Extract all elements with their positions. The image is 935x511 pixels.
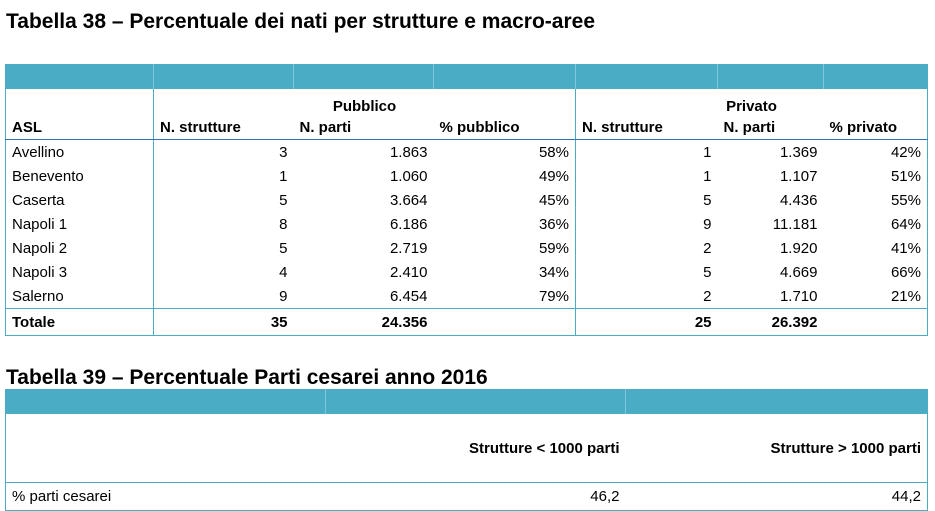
cell-pub-strutture: 5	[154, 188, 294, 212]
group-privato: Privato	[576, 89, 928, 115]
table-38	[5, 64, 928, 336]
cell-totale-priv-strutture: 25	[576, 309, 718, 336]
totale-row	[6, 309, 928, 336]
table-row	[6, 284, 928, 309]
cell-pub-parti: 6.186	[389, 215, 428, 233]
cell-pub-parti: 2.719	[389, 239, 428, 257]
col-header-strutture-gt-1000: Strutture > 1000 parti	[626, 414, 928, 483]
cell-asl: Caserta	[12, 191, 65, 209]
cell-pub-parti: 6.454	[389, 287, 428, 305]
table-row	[6, 140, 928, 165]
cell-pct-privato: 55%	[890, 191, 921, 209]
table-row	[6, 483, 928, 511]
cell-pct-pubblico: 45%	[538, 191, 569, 209]
cell-pct-privato: 51%	[890, 167, 921, 185]
table-row	[6, 164, 928, 188]
col-header-priv-strutture: N. strutture	[576, 115, 718, 140]
cell-pub-strutture: 8	[154, 212, 294, 236]
cell-asl: Avellino	[12, 143, 65, 161]
cell-totale-priv-parti: 26.392	[718, 309, 824, 336]
cell-totale-pub-parti: 24.356	[294, 309, 434, 336]
cell-pct-privato: 21%	[890, 287, 921, 305]
table-row	[6, 260, 928, 284]
cell-value-lt-1000: 46,2	[590, 488, 620, 505]
table-row	[6, 188, 928, 212]
cell-priv-parti: 1.369	[779, 143, 818, 161]
cell-priv-parti: 1.710	[779, 287, 818, 305]
col-header-pub-strutture: N. strutture	[154, 115, 294, 140]
cell-value-gt-1000: 44,2	[891, 488, 921, 505]
cell-priv-strutture: 1	[576, 140, 718, 165]
cell-pub-strutture: 4	[154, 260, 294, 284]
cell-totale-label: Totale	[6, 309, 154, 336]
col-header-empty	[6, 414, 326, 483]
cell-totale-pct-privato	[824, 309, 928, 336]
table-38-title: Tabella 38 – Percentuale dei nati per strutture e macro-aree	[6, 10, 596, 33]
cell-pct-privato: 64%	[890, 215, 921, 233]
col-header-priv-parti: N. parti	[718, 115, 824, 140]
cell-pct-pubblico: 58%	[538, 143, 569, 161]
cell-pub-strutture: 9	[154, 284, 294, 309]
col-header-strutture-lt-1000: Strutture < 1000 parti	[326, 414, 626, 483]
table-39-title: Tabella 39 – Percentuale Parti cesarei anno 2016	[6, 366, 488, 389]
cell-pct-privato: 42%	[890, 143, 921, 161]
cell-priv-strutture: 5	[576, 188, 718, 212]
cell-priv-strutture: 2	[576, 236, 718, 260]
group-header-row	[6, 89, 928, 115]
cell-pct-pubblico: 36%	[538, 215, 569, 233]
cell-pct-privato: 66%	[890, 263, 921, 281]
cell-asl: Napoli 2	[12, 239, 68, 257]
cell-pub-parti: 1.060	[389, 167, 428, 185]
cell-asl: Salerno	[12, 287, 64, 305]
cell-priv-parti: 1.107	[779, 167, 818, 185]
cell-pub-strutture: 1	[154, 164, 294, 188]
cell-asl: Napoli 3	[12, 263, 68, 281]
cell-pub-parti: 3.664	[389, 191, 428, 209]
cell-priv-strutture: 1	[576, 164, 718, 188]
cell-row-label: % parti cesarei	[12, 488, 112, 505]
col-header-pct-pubblico: % pubblico	[434, 115, 576, 140]
cell-pct-pubblico: 49%	[538, 167, 569, 185]
cell-priv-parti: 1.920	[779, 239, 818, 257]
cell-priv-parti: 11.181	[772, 215, 818, 233]
cell-pct-pubblico: 79%	[538, 287, 569, 305]
table-39	[5, 389, 928, 511]
column-header-row	[6, 414, 928, 483]
cell-pub-strutture: 5	[154, 236, 294, 260]
cell-asl: Benevento	[12, 167, 84, 185]
cell-pub-parti: 1.863	[389, 143, 428, 161]
group-pubblico: Pubblico	[154, 89, 576, 115]
cell-priv-strutture: 9	[576, 212, 718, 236]
col-header-pub-parti: N. parti	[294, 115, 434, 140]
cell-pct-pubblico: 34%	[538, 263, 569, 281]
cell-priv-strutture: 5	[576, 260, 718, 284]
header-band	[6, 390, 928, 415]
cell-pct-pubblico: 59%	[538, 239, 569, 257]
cell-asl: Napoli 1	[12, 215, 68, 233]
cell-priv-strutture: 2	[576, 284, 718, 309]
cell-pub-strutture: 3	[154, 140, 294, 165]
cell-pub-parti: 2.410	[389, 263, 428, 281]
table-row	[6, 236, 928, 260]
cell-pct-privato: 41%	[890, 239, 921, 257]
col-header-pct-privato: % privato	[824, 115, 928, 140]
cell-priv-parti: 4.436	[779, 191, 818, 209]
col-header-asl: ASL	[6, 115, 154, 140]
table-row	[6, 212, 928, 236]
cell-priv-parti: 4.669	[779, 263, 818, 281]
header-band	[6, 65, 928, 90]
cell-totale-pub-strutture: 35	[154, 309, 294, 336]
cell-totale-pct-pubblico	[434, 309, 576, 336]
column-header-row	[6, 115, 928, 140]
